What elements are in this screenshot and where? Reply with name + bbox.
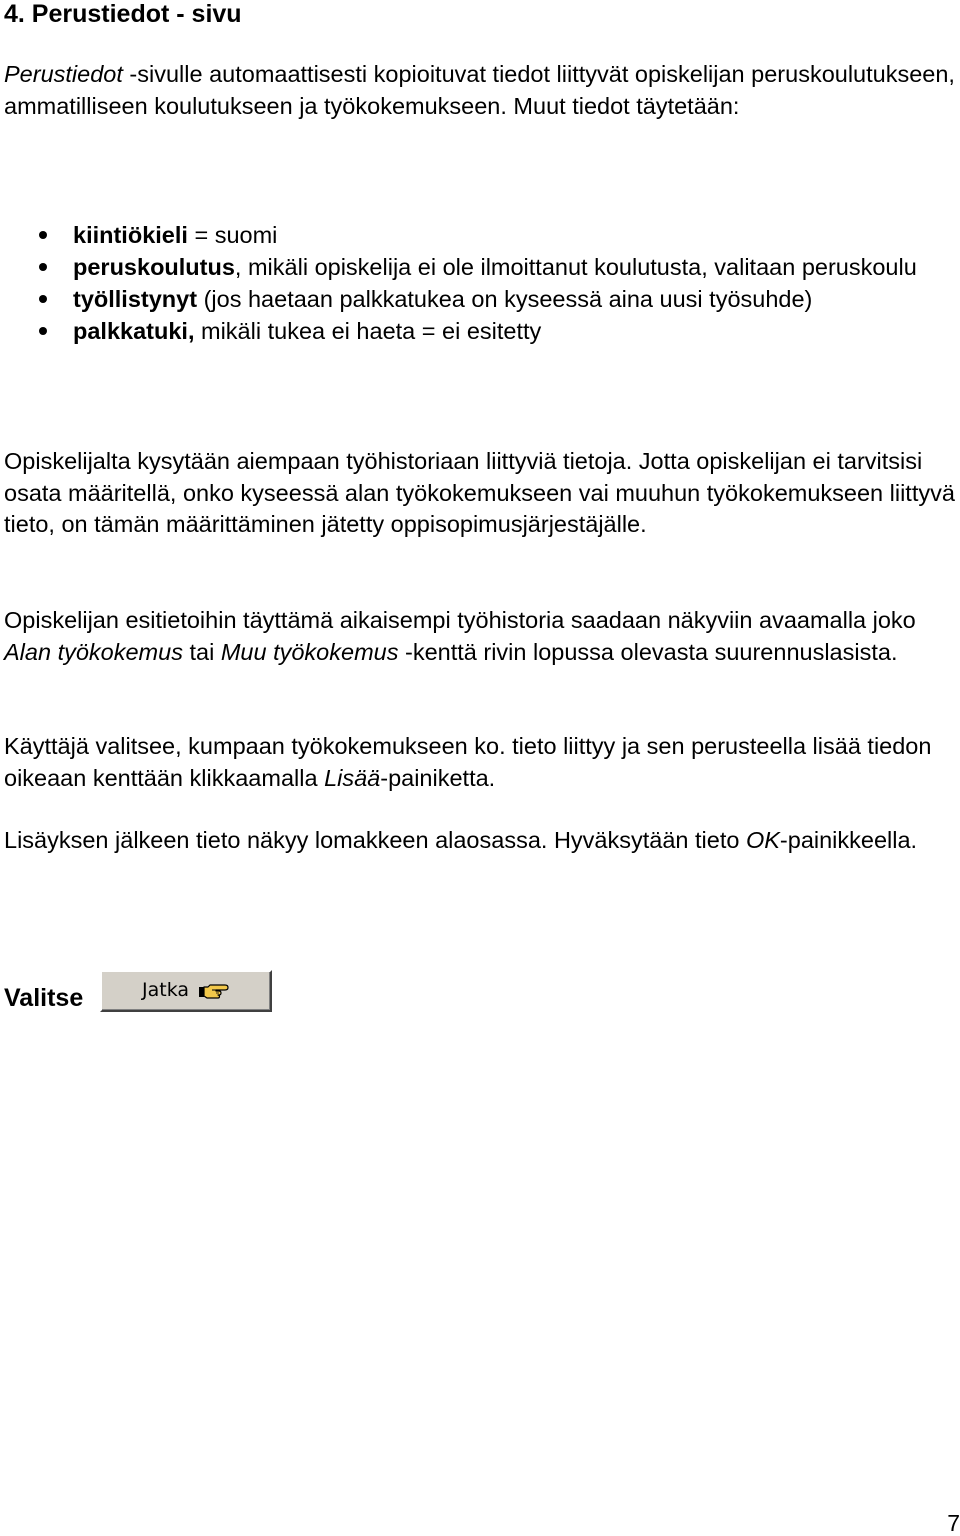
intro-lead-italic: Perustiedot <box>4 61 123 87</box>
list-item-text: = suomi <box>187 222 278 248</box>
bullet-icon <box>39 231 47 239</box>
choose-text-2: -painiketta. <box>380 764 496 791</box>
preinfo-text-1: Opiskelijan esitietoihin täyttämä aikaisempi työhistoria saadaan näkyviin avaamalla joko <box>4 607 916 633</box>
list-item <box>0 219 958 251</box>
intro-paragraph <box>4 59 958 122</box>
lisaa-button-name: Lisää <box>324 764 381 791</box>
choose-paragraph <box>4 731 958 794</box>
muu-tyokokemus-field-name: Muu työkokemus <box>220 638 399 665</box>
list-item-term: palkkatuki, <box>73 318 195 344</box>
choose-text-1: Käyttäjä valitsee, kumpaan työkokemukseen ko. tieto liittyy ja sen perusteella lisää tiedon oikeaan kenttään klikkaamalla <box>4 733 932 791</box>
list-item <box>0 283 958 315</box>
page-number: 7 <box>947 1510 960 1536</box>
preinfo-text-3: -kenttä rivin lopussa olevasta suurennuslasista. <box>398 638 898 665</box>
after-text-1: Lisäyksen jälkeen tieto näkyy lomakkeen alaosassa. Hyväksytään tieto <box>4 827 746 853</box>
list-item-term: kiintiökieli <box>73 222 188 248</box>
bullet-icon <box>39 263 47 271</box>
alan-tyokokemus-field-name: Alan työkokemus <box>4 638 183 665</box>
continue-button-label: Jatka <box>142 979 190 1001</box>
list-item-term: työllistynyt <box>73 286 198 312</box>
list-item <box>0 251 958 283</box>
intro-text: -sivulle automaattisesti kopioituvat tiedot liittyvät opiskelijan peruskoulutukseen, ammatilliseen koulutukseen ja työkokemukseen. Muut tiedot täytetään: <box>4 61 955 119</box>
list-item-text: mikäli tukea ei haeta = ei esitetty <box>194 318 542 344</box>
list-item-text: (jos haetaan palkkatukea on kyseessä aina uusi työsuhde) <box>197 286 813 312</box>
preinfo-text-2: tai <box>182 638 221 665</box>
section-heading: 4. Perustiedot - sivu <box>4 0 242 28</box>
preinfo-paragraph <box>4 605 958 668</box>
after-paragraph <box>4 825 958 857</box>
history-paragraph: Opiskelijalta kysytään aiempaan työhistoriaan liittyviä tietoja. Jotta opiskelijan ei tarvitsisi osata määritellä, onko kyseessä alan työkokemukseen vai muuhun työkokemukseen liittyvä tieto, on tämän määrittäminen jätetty oppisopimusjärjestäjälle. <box>4 448 955 537</box>
continue-button[interactable] <box>100 970 272 1012</box>
list-item-text: , mikäli opiskelija ei ole ilmoittanut koulutusta, valitaan peruskoulu <box>234 254 917 280</box>
bullet-icon <box>39 327 47 335</box>
bullet-icon <box>39 295 47 303</box>
list-item <box>0 315 958 347</box>
ok-button-name: OK <box>745 827 780 853</box>
pointing-hand-icon <box>198 981 230 1001</box>
list-item-term: peruskoulutus <box>73 254 235 280</box>
select-label: Valitse <box>4 984 84 1012</box>
field-list <box>0 219 958 347</box>
after-text-2: -painikkeella. <box>779 827 918 853</box>
